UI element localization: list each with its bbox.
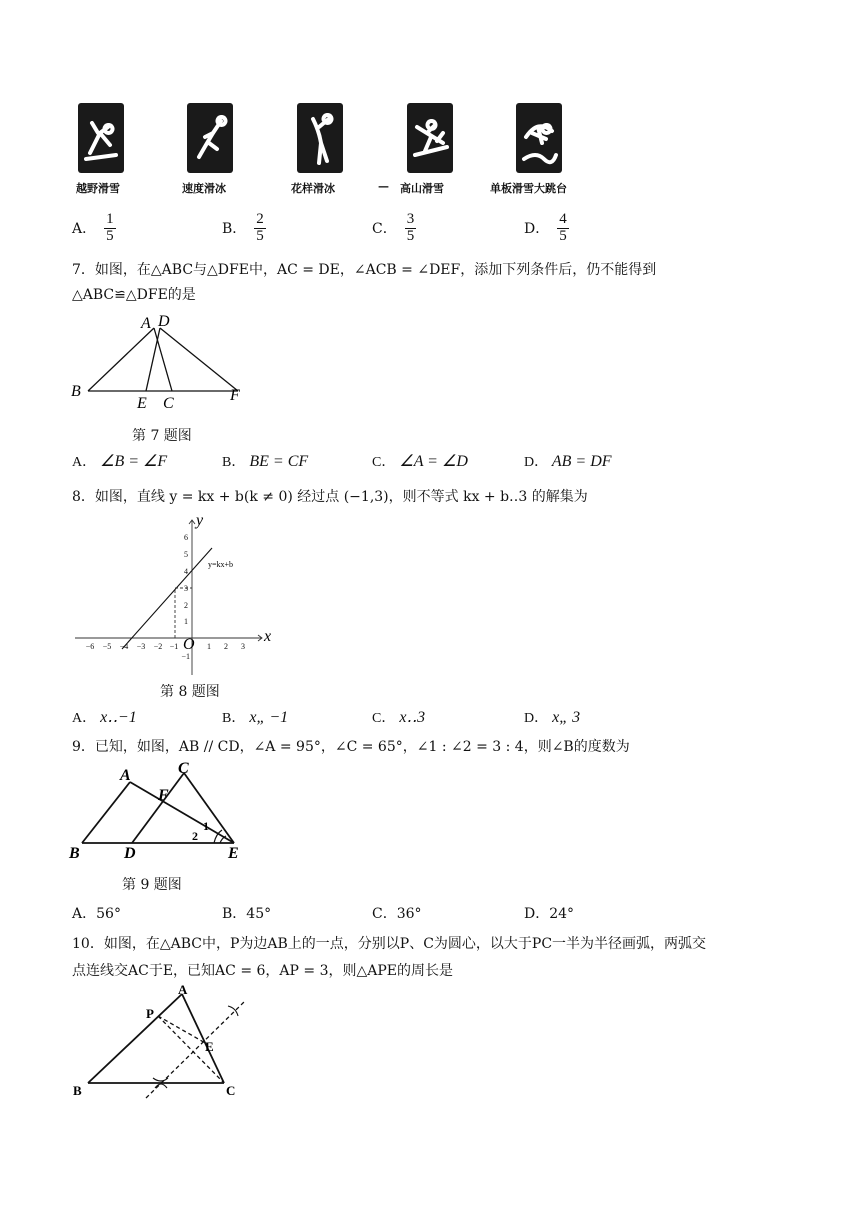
- label-f: F: [230, 387, 240, 404]
- sport-caption: 速度滑冰: [182, 182, 226, 195]
- option-text: x„ −1: [249, 709, 289, 726]
- q10-text-line2: 点连线交AC于E，已知AC = 6，AP = 3，则△APE的周长是: [72, 963, 453, 979]
- q7-figure: [66, 312, 256, 412]
- option-key: D．: [524, 221, 550, 238]
- denominator: 5: [559, 227, 567, 244]
- label-a: A: [120, 767, 131, 784]
- q10-text-line1: 10．如图，在△ABC中，P为边AB上的一点，分别以P、C为圆心，以大于PC一半为半径画弧，两弧交: [72, 936, 707, 952]
- option-text: x‥3: [399, 709, 426, 726]
- option-text: 36°: [396, 906, 422, 922]
- svg-text:2: 2: [184, 601, 188, 610]
- q9-option-c: [372, 903, 422, 923]
- q9-option-b: [222, 903, 271, 923]
- x-axis-label: x: [264, 628, 272, 645]
- q7-caption: 第 7 题图: [132, 428, 192, 444]
- numerator: 4: [559, 211, 567, 227]
- label-c: C: [178, 760, 189, 777]
- option-key: C．: [372, 906, 397, 922]
- label-e: E: [205, 1039, 214, 1054]
- option-key: A．: [72, 455, 97, 470]
- option-text: ∠A = ∠D: [399, 453, 468, 470]
- fraction: [405, 212, 417, 245]
- dash-mark: —: [378, 180, 389, 193]
- svg-text:−4: −4: [119, 642, 129, 651]
- q7-option-d: [524, 451, 612, 471]
- option-key: C．: [372, 455, 396, 470]
- sport-caption: 单板滑雪大跳台: [490, 182, 567, 195]
- option-key: D．: [524, 455, 549, 470]
- label-b: B: [69, 845, 80, 862]
- q8-text-line1: 8．如图，直线 y = kx + b(k ≠ 0) 经过点 (−1,3)，则不等式 kx + b‥3 的解集为: [72, 489, 588, 505]
- q6-option-d: [524, 212, 569, 245]
- label-e: E: [228, 845, 239, 862]
- q7-text-line2: △ABC≌△DFE的是: [72, 287, 196, 303]
- svg-text:−1: −1: [169, 642, 179, 651]
- q8-option-a: [72, 707, 137, 727]
- svg-text:4: 4: [184, 567, 188, 576]
- label-a: A: [141, 315, 151, 332]
- option-text: BE = CF: [249, 453, 309, 470]
- denominator: 5: [256, 227, 264, 244]
- option-key: D．: [524, 711, 549, 726]
- q9-text-line1: 9．已知，如图，AB // CD，∠A = 95°，∠C = 65°，∠1 : ∠2 = 3 : 4，则∠B的度数为: [72, 739, 630, 755]
- option-key: A．: [72, 906, 97, 922]
- svg-text:3: 3: [184, 584, 188, 593]
- option-key: B．: [222, 455, 246, 470]
- angle-2-label: 2: [192, 829, 198, 843]
- option-key: B．: [222, 906, 247, 922]
- label-b: B: [73, 1083, 82, 1098]
- denominator: 5: [406, 227, 415, 244]
- origin-label: O: [183, 636, 195, 653]
- svg-text:−3: −3: [136, 642, 146, 651]
- svg-text:−5: −5: [102, 642, 112, 651]
- fraction: [254, 212, 266, 245]
- q8-graph: [70, 512, 272, 680]
- option-key: B．: [222, 221, 247, 238]
- option-key: C．: [372, 711, 396, 726]
- q9-figure: [66, 760, 256, 868]
- numerator: 2: [256, 211, 264, 227]
- snowboard-big-air-icon: [516, 103, 562, 173]
- q7-option-a: [72, 451, 167, 471]
- q6-option-c: [372, 212, 416, 245]
- svg-text:6: 6: [184, 533, 188, 542]
- option-key: C．: [372, 221, 397, 238]
- option-text: ∠B = ∠F: [100, 453, 168, 470]
- svg-text:2: 2: [224, 642, 228, 651]
- fraction: [557, 212, 569, 245]
- q9-caption: 第 9 题图: [122, 877, 182, 893]
- option-key: D．: [524, 906, 550, 922]
- speed-skating-icon: [187, 103, 233, 173]
- q6-option-a: [72, 212, 116, 245]
- label-d: D: [158, 313, 170, 330]
- denominator: 5: [106, 227, 114, 244]
- q8-caption: 第 8 题图: [160, 684, 220, 700]
- cross-country-skiing-icon: [78, 103, 124, 173]
- option-text: 45°: [246, 906, 272, 922]
- alpine-skiing-icon: [407, 103, 453, 173]
- option-key: A．: [72, 221, 97, 238]
- option-key: B．: [222, 711, 246, 726]
- label-d: D: [124, 845, 136, 862]
- option-text: x‥−1: [100, 709, 137, 726]
- svg-text:3: 3: [241, 642, 245, 651]
- q9-option-a: [72, 903, 121, 923]
- label-e: E: [137, 395, 147, 412]
- q7-text-line1: 7．如图，在△ABC与△DFE中，AC = DE，∠ACB = ∠DEF，添加下列条件后，仍不能得到: [72, 262, 657, 278]
- q8-option-c: [372, 707, 425, 727]
- label-f: F: [158, 787, 169, 804]
- angle-1-label: 1: [203, 819, 209, 833]
- numerator: 3: [406, 211, 415, 227]
- q8-option-d: [524, 707, 580, 727]
- q10-figure: [66, 980, 266, 1105]
- svg-text:5: 5: [184, 550, 188, 559]
- sport-caption: 花样滑冰: [291, 182, 335, 195]
- q9-option-d: [524, 903, 574, 923]
- svg-text:1: 1: [207, 642, 211, 651]
- svg-text:−1: −1: [181, 652, 190, 661]
- x-tick-labels: [86, 642, 245, 651]
- sport-caption: 越野滑雪: [76, 182, 120, 195]
- label-b: B: [71, 383, 81, 400]
- option-key: A．: [72, 711, 97, 726]
- q7-option-c: [372, 451, 468, 471]
- option-text: 24°: [549, 906, 575, 922]
- line-label: y=kx+b: [208, 560, 234, 569]
- option-text: 56°: [96, 906, 121, 922]
- svg-text:1: 1: [184, 617, 188, 626]
- label-c: C: [226, 1083, 236, 1098]
- q6-option-b: [222, 212, 266, 245]
- fraction: [104, 212, 116, 245]
- y-axis-label: y: [196, 512, 204, 529]
- numerator: 1: [106, 211, 114, 227]
- q8-option-b: [222, 707, 288, 727]
- svg-text:−2: −2: [153, 642, 163, 651]
- label-p: P: [146, 1006, 154, 1021]
- svg-text:−6: −6: [85, 642, 95, 651]
- figure-skating-icon: [297, 103, 343, 173]
- option-text: AB = DF: [551, 453, 612, 470]
- label-c: C: [163, 395, 174, 412]
- label-a: A: [178, 982, 188, 997]
- q7-option-b: [222, 451, 308, 471]
- sport-caption: 高山滑雪: [400, 182, 444, 195]
- option-text: x„ 3: [552, 709, 581, 726]
